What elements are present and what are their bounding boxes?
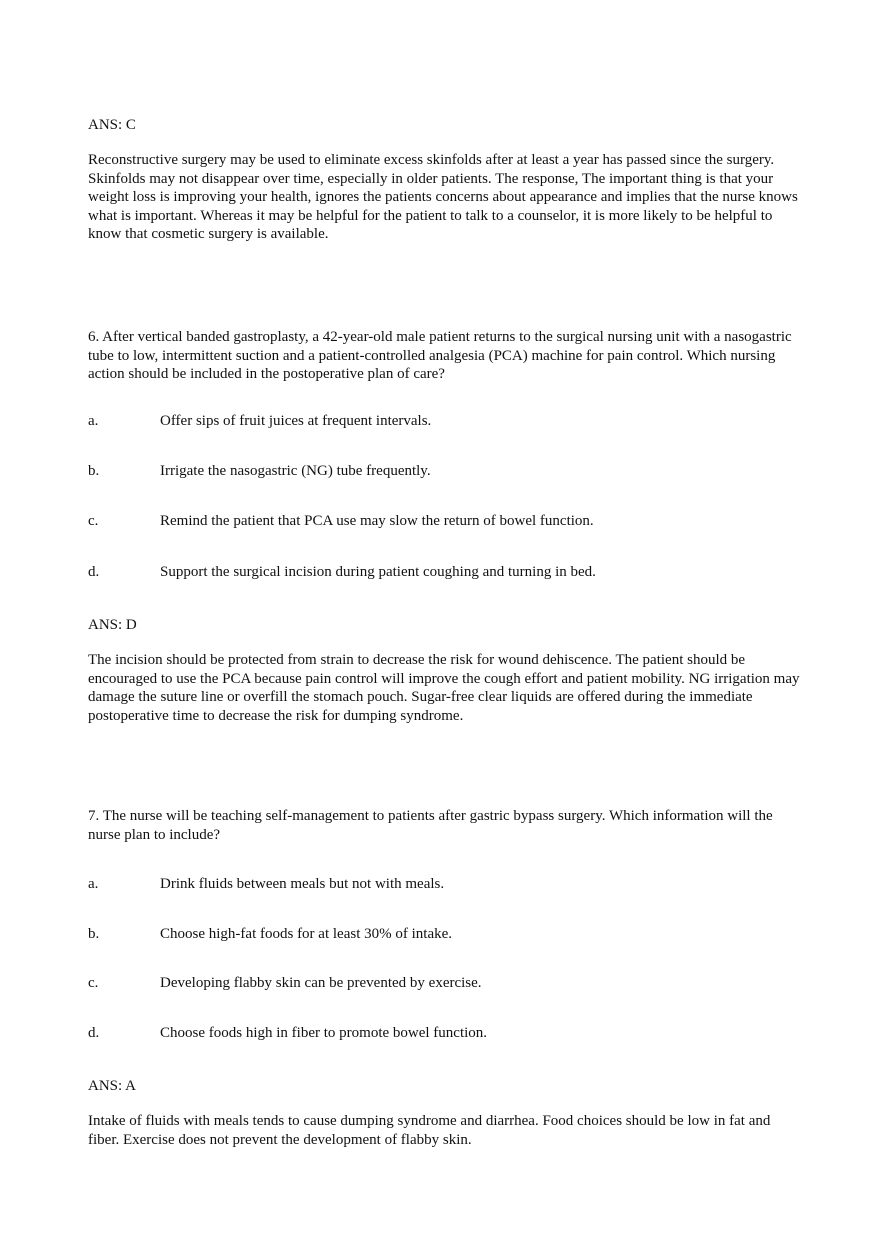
q7-option-a-letter: a. xyxy=(88,876,99,892)
q7-option-b xyxy=(88,925,803,944)
q6-option-c-text: Remind the patient that PCA use may slow the return of bowel function. xyxy=(160,513,594,529)
q7-option-c-letter: c. xyxy=(88,975,99,991)
prev-rationale: Reconstructive surgery may be used to eliminate excess skinfolds after at least a year has passed since the surgery. Skinfolds may not disappear over time, especially in older patients. The response, The important thing is that your weight loss is improving your health, ignores the patients concerns about appearance and implies that the nurse knows what is important. Whereas it may be helpful for the patient to talk to a counselor, it is more likely to be helpful to know that cosmetic surgery is available. xyxy=(88,152,798,242)
q7-option-c-text: Developing flabby skin can be prevented by exercise. xyxy=(160,975,482,991)
q7-answer: ANS: A xyxy=(88,1078,136,1094)
q6-answer: ANS: D xyxy=(88,617,137,633)
q6-option-a-text: Offer sips of fruit juices at frequent intervals. xyxy=(160,413,432,429)
q6-option-a xyxy=(88,412,803,431)
q6-option-c xyxy=(88,512,803,531)
q6-option-d-text: Support the surgical incision during patient coughing and turning in bed. xyxy=(160,564,596,580)
q7-option-b-text: Choose high-fat foods for at least 30% of intake. xyxy=(160,926,453,942)
q7-option-b-letter: b. xyxy=(88,926,100,942)
q6-option-b-text: Irrigate the nasogastric (NG) tube frequently. xyxy=(160,463,431,479)
q7-option-d-text: Choose foods high in fiber to promote bowel function. xyxy=(160,1025,488,1041)
q7-option-a xyxy=(88,875,803,894)
q7-option-c xyxy=(88,974,803,993)
q6-option-d-letter: d. xyxy=(88,564,100,580)
q6-question: 6. After vertical banded gastroplasty, a 42-year-old male patient returns to the surgical nursing unit with a nasogastric tube to low, intermittent suction and a patient-controlled analgesia (PCA) machine for pain control. Which nursing action should be included in the postoperative plan of care? xyxy=(88,329,792,382)
q7-rationale: Intake of fluids with meals tends to cause dumping syndrome and diarrhea. Food choices should be low in fat and fiber. Exercise does not prevent the development of flabby skin. xyxy=(88,1113,771,1148)
q7-option-a-text: Drink fluids between meals but not with meals. xyxy=(160,876,445,892)
q6-option-c-letter: c. xyxy=(88,513,99,529)
q7-option-d xyxy=(88,1024,803,1043)
q7-option-d-letter: d. xyxy=(88,1025,100,1041)
q7-question: 7. The nurse will be teaching self-management to patients after gastric bypass surgery. Which information will the nurse plan to include? xyxy=(88,808,773,843)
q6-option-d xyxy=(88,563,803,582)
prev-answer: ANS: C xyxy=(88,117,136,133)
q6-rationale: The incision should be protected from strain to decrease the risk for wound dehiscence. The patient should be encouraged to use the PCA because pain control will improve the cough effort and patient mobility. NG irrigation may damage the suture line or overfill the stomach pouch. Sugar-free clear liquids are offered during the immediate postoperative time to decrease the risk for dumping syndrome. xyxy=(88,652,800,724)
q6-option-b-letter: b. xyxy=(88,463,100,479)
q6-option-b xyxy=(88,462,803,481)
q6-option-a-letter: a. xyxy=(88,413,99,429)
